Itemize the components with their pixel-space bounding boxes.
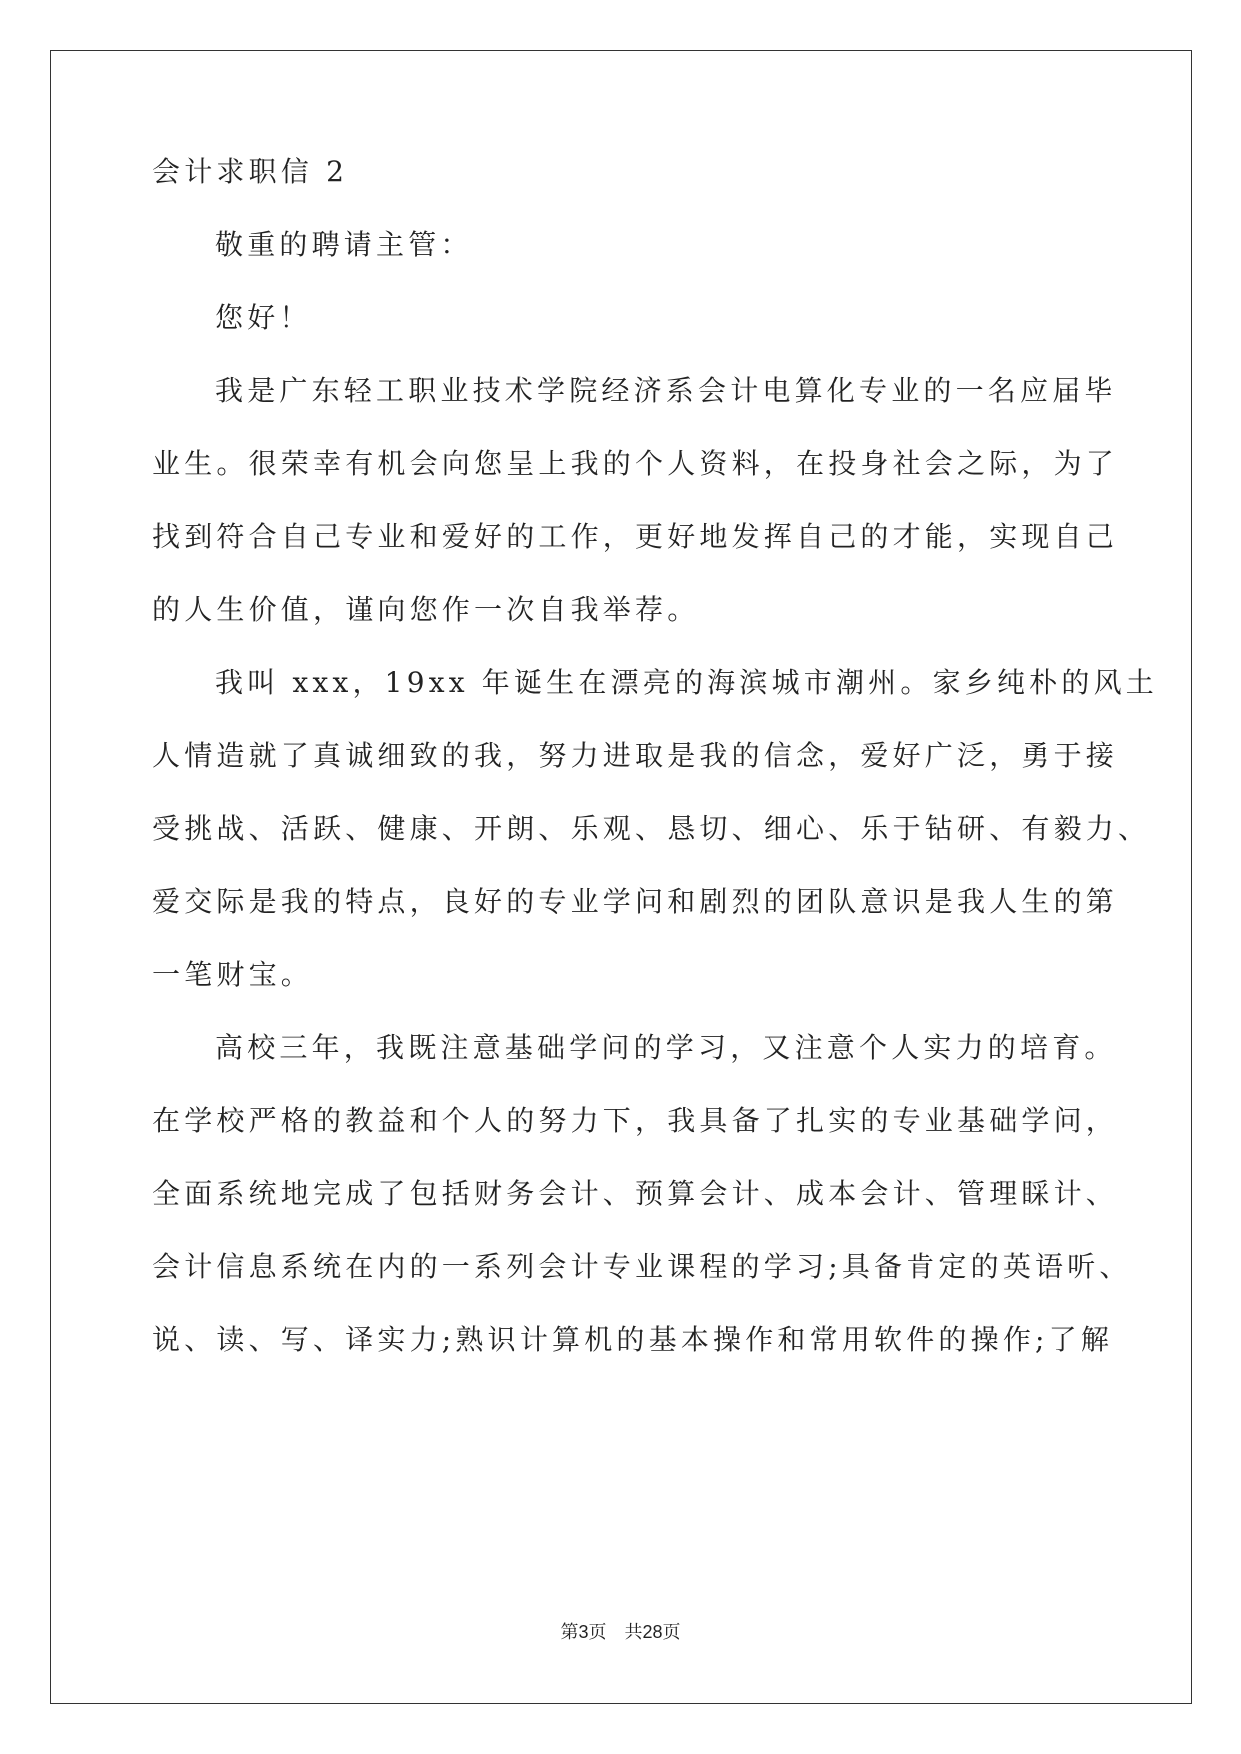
paragraph-3-line-3: 全面系统地完成了包括财务会计、预算会计、成本会计、管理睬计、 <box>152 1177 1119 1210</box>
paragraph-2-line-5: 一笔财宝。 <box>152 958 314 991</box>
paragraph-2-line-2: 人情造就了真诚细致的我，努力进取是我的信念，爱好广泛，勇于接 <box>152 739 1119 772</box>
greeting: 您好！ <box>215 301 312 334</box>
page-total: 28 <box>642 1622 663 1642</box>
salutation: 敬重的聘请主管： <box>215 228 473 261</box>
document-title: 会计求职信 2 <box>152 155 349 188</box>
page-prefix: 第 <box>560 1622 579 1642</box>
paragraph-2-line-3: 受挑战、活跃、健康、开朗、乐观、恳切、细心、乐于钻研、有毅力、 <box>152 812 1151 845</box>
page-suffix: 页 <box>662 1622 681 1642</box>
paragraph-3-line-4: 会计信息系统在内的一系列会计专业课程的学习;具备肯定的英语听、 <box>152 1250 1132 1283</box>
page-frame <box>50 50 1192 1704</box>
paragraph-1-line-3: 找到符合自己专业和爱好的工作，更好地发挥自己的才能，实现自己 <box>152 520 1119 553</box>
paragraph-1-line-1: 我是广东轻工职业技术学院经济系会计电算化专业的一名应届毕 <box>215 374 1117 407</box>
paragraph-3-line-2: 在学校严格的教益和个人的努力下，我具备了扎实的专业基础学问， <box>152 1104 1119 1137</box>
page-footer <box>0 1620 1241 1644</box>
paragraph-2-line-1: 我叫 xxx，19xx 年诞生在漂亮的海滨城市潮州。家乡纯朴的风土 <box>215 666 1158 699</box>
paragraph-1-line-2: 业生。很荣幸有机会向您呈上我的个人资料，在投身社会之际，为了 <box>152 447 1119 480</box>
page-current: 3 <box>578 1622 589 1642</box>
paragraph-2-line-4: 爱交际是我的特点，良好的专业学问和剧烈的团队意识是我人生的第 <box>152 885 1119 918</box>
page-mid: 页 共 <box>588 1622 643 1642</box>
paragraph-3-line-1: 高校三年，我既注意基础学问的学习，又注意个人实力的培育。 <box>215 1031 1117 1064</box>
paragraph-3-line-5: 说、读、写、译实力;熟识计算机的基本操作和常用软件的操作;了解 <box>152 1323 1114 1356</box>
paragraph-1-line-4: 的人生价值，谨向您作一次自我举荐。 <box>152 593 700 626</box>
